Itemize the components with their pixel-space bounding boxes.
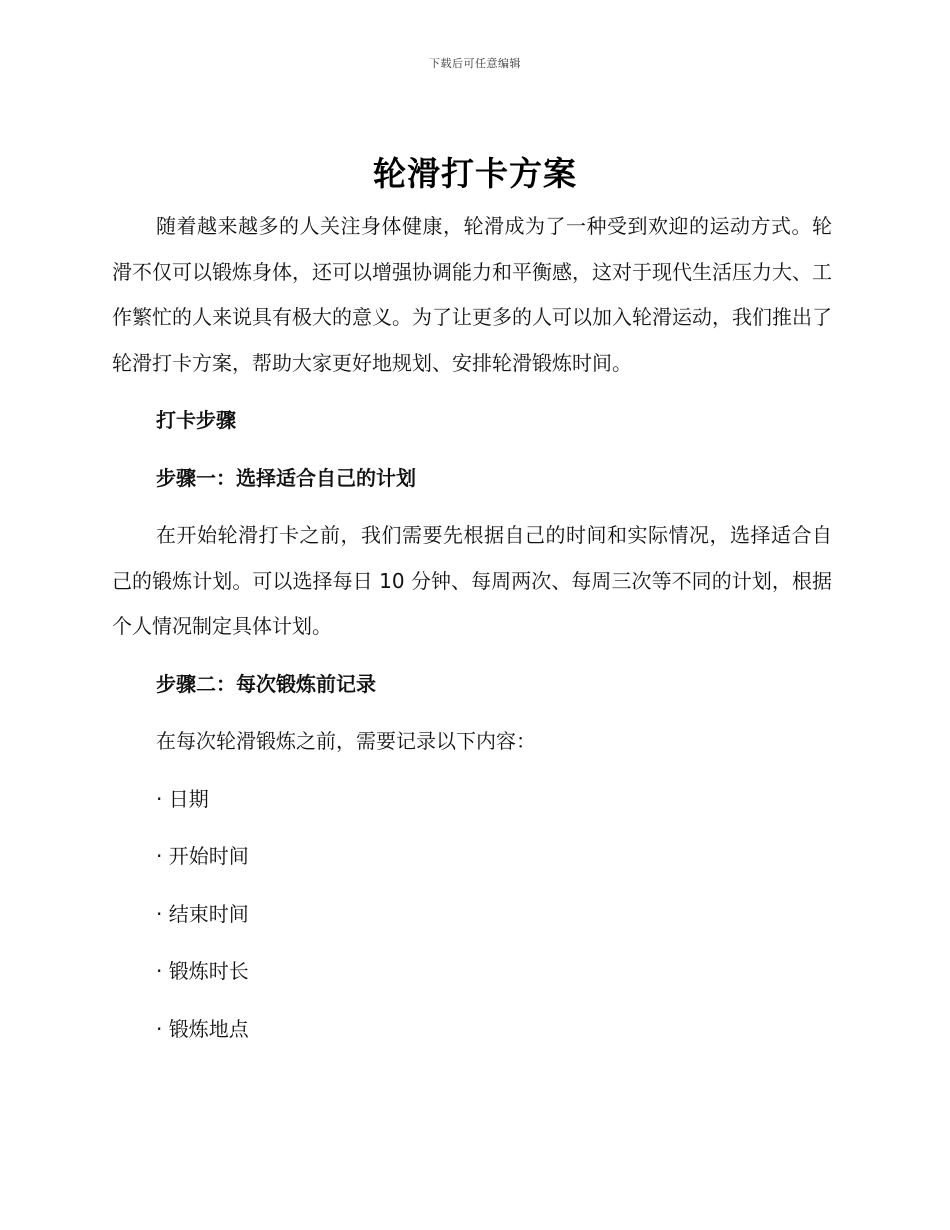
list-item-duration: · 锻炼时长 bbox=[156, 959, 249, 983]
section-heading: 打卡步骤 bbox=[156, 408, 236, 432]
list-item-date: · 日期 bbox=[156, 786, 209, 811]
step2-paragraph: 在每次轮滑锻炼之前，需要记录以下内容： bbox=[156, 729, 536, 753]
document-body bbox=[112, 204, 832, 1052]
step1-heading: 步骤一：选择适合自己的计划 bbox=[156, 465, 416, 490]
list-item-start-time: · 开始时间 bbox=[156, 844, 249, 868]
document-title: 轮滑打卡方案 bbox=[373, 154, 577, 193]
step1-paragraph: 在开始轮滑打卡之前，我们需要先根据自己的时间和实际情况，选择适合自己的锻炼计划。可以选择每日 10 分钟、每周两次、每周三次等不同的计划，根据个人情况制定具体计划。 bbox=[112, 523, 832, 638]
intro-paragraph: 随着越来越多的人关注身体健康，轮滑成为了一种受到欢迎的运动方式。轮滑不仅可以锻炼身体，还可以增强协调能力和平衡感，这对于现代生活压力大、工作繁忙的人来说具有极大的意义。为了让更多的人可以加入轮滑运动，我们推出了轮滑打卡方案，帮助大家更好地规划、安排轮滑锻炼时间。 bbox=[112, 214, 832, 375]
step2-heading: 步骤二：每次锻炼前记录 bbox=[156, 671, 376, 696]
list-item-location: · 锻炼地点 bbox=[156, 1016, 249, 1041]
list-item-end-time: · 结束时间 bbox=[156, 901, 249, 926]
header-note: 下载后可任意编辑 bbox=[429, 57, 521, 70]
